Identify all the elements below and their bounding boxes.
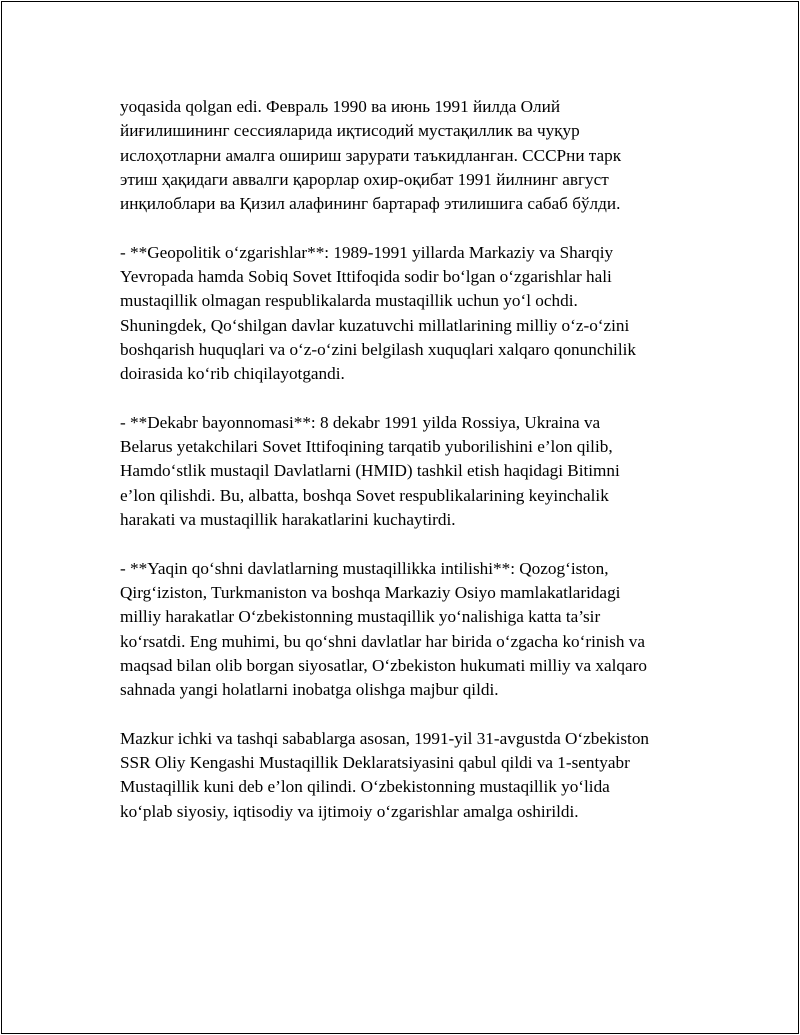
paragraph-neighbor-states: - **Yaqin qo‘shni davlatlarning mustaqillikka intilishi**: Qozog‘iston, Qirg‘iziston, Turkmaniston va boshqa Markaziy Osiyo mamlakatlaridagi milliy harakatlar O‘zbekistonning mustaqillik yo‘nalishiga katta ta’sir ko‘rsatdi. Eng muhimi, bu qo‘shni davlatlar har birida o‘zgacha ko‘rinish va maqsad bilan olib borgan siyosatlar, O‘zbekiston hukumati milliy va xalqaro sahnada yangi holatlarni inobatga olishga majbur qildi. xyxy=(120,558,647,700)
paragraph-conclusion: Mazkur ichki va tashqi sabablarga asosan, 1991-yil 31-avgustda O‘zbekiston SSR Oliy Kengashi Mustaqillik Deklaratsiyasini qabul qildi va 1-sentyabr Mustaqillik kuni deb e’lon qilindi. O‘zbekistonning mustaqillik yo‘lida ko‘plab siyosiy, iqtisodiy va ijtimoiy o‘zgarishlar amalga oshirildi. xyxy=(120,728,650,821)
paragraph-gap xyxy=(120,702,700,726)
paragraph-gap xyxy=(120,387,700,411)
paragraph-gap xyxy=(120,216,700,240)
paragraph-gap xyxy=(120,532,700,556)
paragraph-reforms: yoqasida qolgan edi. Февраль 1990 ва июнь 1991 йилда Олий йиғилишининг сессияларида иқтисодий мустақиллик ва чуқур ислоҳотларни амалга ошириш зарурати таъкидланган. СССРни тарк этиш ҳақидаги аввалги қарорлар охир-оқибат 1991 йилнинг август инқилоблари ва Қизил алафининг бартараф этилишига сабаб бўлди. xyxy=(120,97,622,214)
paragraph-geopolitical-changes: - **Geopolitik o‘zgarishlar**: 1989-1991 yillarda Markaziy va Sharqiy Yevropada hamda Sobiq Sovet Ittifoqida sodir bo‘lgan o‘zgarishlar hali mustaqillik olmagan respublikalarda mustaqillik uchun yo‘l ochdi. Shuningdek, Qo‘shilgan davlar kuzatuvchi millatlarining milliy o‘z-o‘zini boshqarish huquqlari va o‘z-o‘zini belgilash xuquqlari xalqaro qonunchilik doirasida ko‘rib chiqilayotgandi. xyxy=(120,242,636,384)
paragraph-december-protocol: - **Dekabr bayonnomasi**: 8 dekabr 1991 yilda Rossiya, Ukraina va Belarus yetakchilari Sovet Ittifoqining tarqatib yuborilishini e’lon qilib, Hamdo‘stlik mustaqil Davlatlarni (HMID) tashkil etish haqidagi Bitimni e’lon qilishdi. Bu, albatta, boshqa Sovet respublikalarining keyinchalik harakati va mustaqillik harakatlarini kuchaytirdi. xyxy=(120,412,620,530)
document-page xyxy=(1,1,799,1034)
document-body xyxy=(120,95,700,824)
